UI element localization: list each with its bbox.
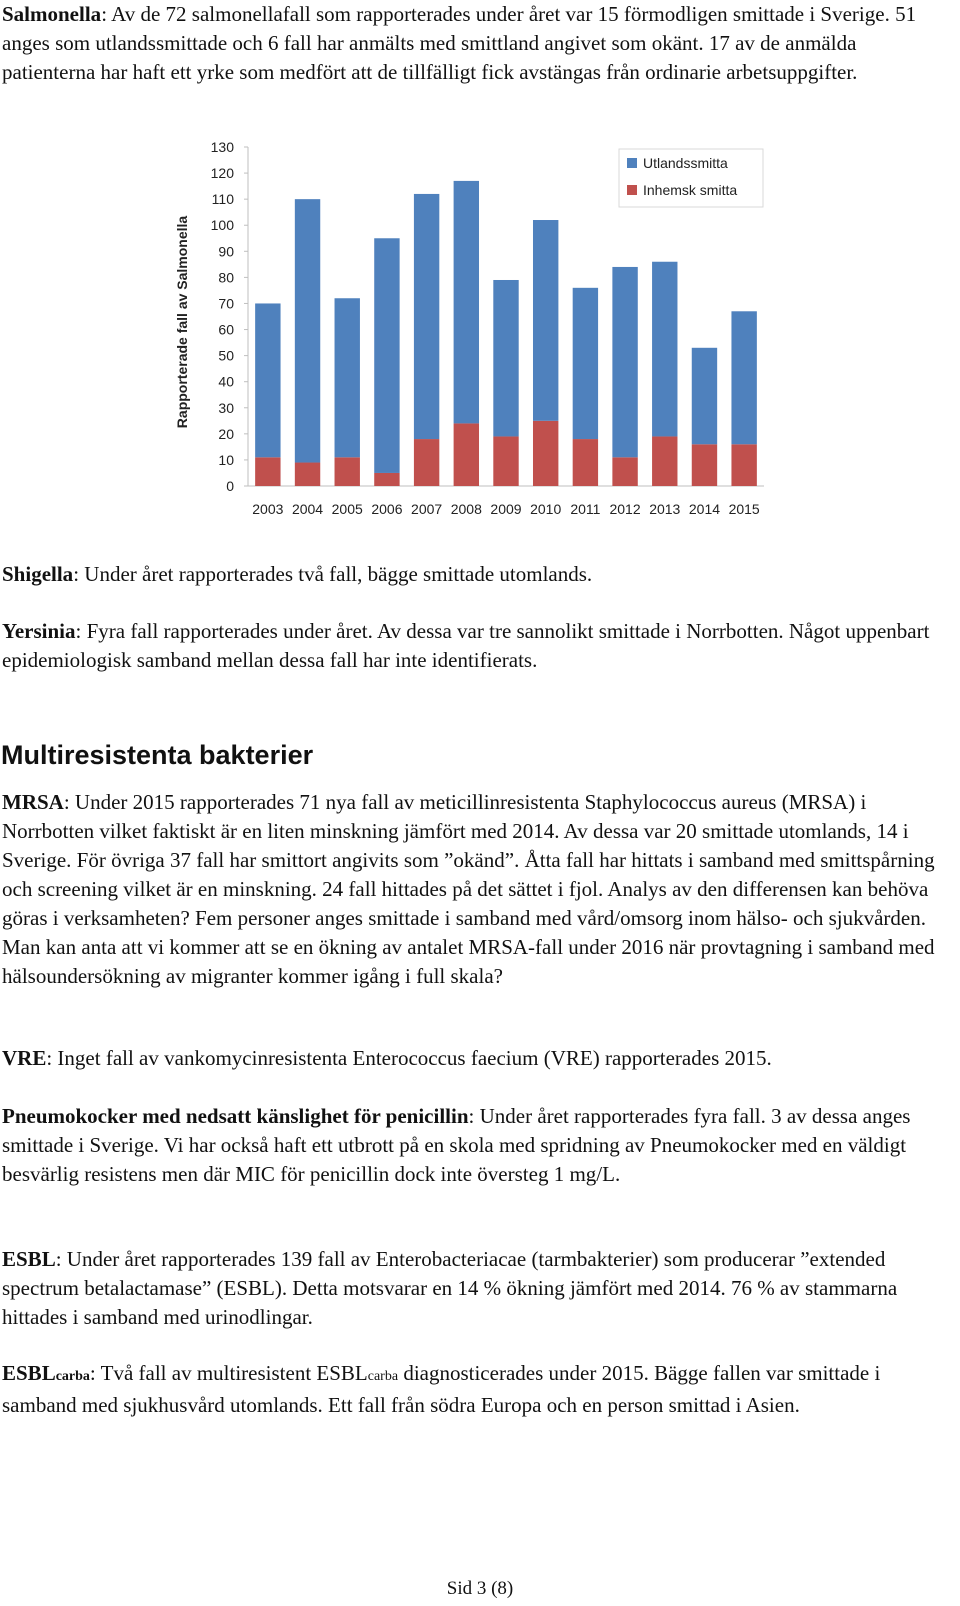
esbl-text: : Under året rapporterades 139 fall av Enterobacteriacae (tarmbakterier) som producerar ”extended spectrum betalactamase” (ESBL). Detta motsvarar en 14 % ökning jämfört med 2014. 76 % av stammarna hittades i samband med urinodlingar. — [2, 1247, 898, 1329]
mrsa-text: : Under 2015 rapporterades 71 nya fall av meticillinresistenta Staphylococcus aureus (MRSA) i Norrbotten vilket faktiskt är en liten minskning jämfört med 2014. Av dessa var 20 smittade utomlands, 14 i Sverige. För övriga 37 fall har smittort angivits som ”okänd”. Åtta fall har hittats i samband med smittspårning och screening vilket är en minskning. 24 fall hittades på det sättet i fjol. Analys av den differensen kan behöva göras i verksamheten? Fem personer anges smittade i samband med vård/omsorg inom hälso- och sjukvården. Man kan anta att vi kommer att se en ökning av antalet MRSA-fall under 2016 när provtagning i samband med hälsoundersökning av migranter kommer igång i full skala? — [2, 790, 935, 988]
esblcarba-term-sub: carba — [55, 1369, 90, 1384]
yersinia-paragraph — [2, 617, 952, 675]
esbl-paragraph — [2, 1245, 952, 1332]
x-tick-label: 2005 — [331, 501, 363, 517]
legend-swatch — [627, 158, 637, 168]
y-tick-label: 90 — [218, 243, 234, 260]
shigella-text: : Under året rapporterades två fall, bägge smittade utomlands. — [73, 562, 593, 586]
pneumokocker-term: Pneumokocker med nedsatt känslighet för penicillin — [2, 1104, 469, 1128]
bar-utlandssmitta-2013 — [652, 262, 677, 437]
x-tick-label: 2015 — [728, 501, 760, 517]
y-tick-label: 110 — [211, 191, 234, 208]
vre-paragraph — [2, 1044, 952, 1073]
pneumokocker-paragraph — [2, 1102, 952, 1189]
y-tick-label: 0 — [226, 478, 234, 494]
mrsa-term: MRSA — [2, 790, 64, 814]
esblcarba-text1: : Två fall av multiresistent ESBL — [89, 1361, 368, 1385]
bar-utlandssmitta-2009 — [493, 280, 518, 436]
legend-label: Utlandssmitta — [643, 155, 728, 171]
bar-inhemsk-smitta-2007 — [414, 439, 439, 486]
salmonella-paragraph — [2, 0, 952, 87]
esblcarba-text2: diagnosticerades under 2015. Bägge fallen var smittade i samband med sjukhusvård utomlands. Ett fall från södra Europa och en person smittad i Asien. — [2, 1361, 881, 1417]
y-tick-label: 100 — [210, 217, 234, 234]
bar-utlandssmitta-2011 — [573, 288, 598, 439]
bar-utlandssmitta-2006 — [374, 238, 399, 473]
esblcarba-paragraph — [2, 1359, 952, 1420]
bar-utlandssmitta-2003 — [255, 303, 280, 457]
esblcarba-term — [2, 1361, 90, 1385]
y-tick-label: 60 — [218, 321, 234, 338]
esblcarba-term-main: ESBL — [2, 1361, 56, 1385]
bar-utlandssmitta-2004 — [295, 199, 320, 462]
x-tick-label: 2007 — [411, 501, 443, 517]
x-tick-label: 2004 — [291, 501, 324, 517]
x-tick-label: 2011 — [570, 501, 601, 517]
bar-inhemsk-smitta-2006 — [374, 473, 399, 486]
salmonella-chart — [168, 137, 798, 537]
vre-term: VRE — [2, 1046, 47, 1070]
y-tick-label: 20 — [218, 425, 234, 442]
pneumokocker-text: : Under året rapporterades fyra fall. 3 av dessa anges smittade i Sverige. Vi har också haft ett utbrott på en skola med spridning av Pneumokocker med en väldigt besvärlig resistens men där MIC för penicillin dock inte översteg 1 mg/L. — [2, 1104, 911, 1186]
x-tick-label: 2012 — [609, 501, 641, 517]
x-tick-label: 2008 — [450, 501, 482, 517]
x-tick-label: 2003 — [252, 501, 284, 517]
section-heading: Multiresistenta bakterier — [1, 740, 314, 770]
y-tick-label: 50 — [218, 347, 234, 364]
x-tick-label: 2009 — [490, 501, 522, 517]
bar-utlandssmitta-2012 — [612, 267, 637, 457]
bar-inhemsk-smitta-2015 — [731, 444, 756, 486]
x-tick-label: 2014 — [688, 501, 721, 517]
bar-utlandssmitta-2008 — [454, 181, 479, 424]
y-tick-label: 80 — [218, 269, 234, 286]
bar-utlandssmitta-2005 — [335, 298, 360, 457]
y-tick-label: 70 — [218, 295, 234, 312]
bar-inhemsk-smitta-2010 — [533, 421, 558, 486]
shigella-term: Shigella — [2, 562, 74, 586]
legend-label: Inhemsk smitta — [643, 182, 738, 198]
bar-utlandssmitta-2007 — [414, 194, 439, 439]
bar-inhemsk-smitta-2005 — [335, 457, 360, 486]
bar-utlandssmitta-2014 — [692, 348, 717, 444]
bar-inhemsk-smitta-2009 — [493, 436, 518, 486]
x-tick-label: 2006 — [371, 501, 403, 517]
yersinia-term: Yersinia — [2, 619, 76, 643]
shigella-paragraph — [2, 560, 952, 589]
y-tick-label: 130 — [210, 139, 234, 155]
page-footer: Sid 3 (8) — [446, 1578, 514, 1599]
legend-swatch — [627, 185, 637, 195]
vre-text: : Inget fall av vankomycinresistenta Enterococcus faecium (VRE) rapporterades 2015. — [46, 1046, 772, 1070]
bar-inhemsk-smitta-2012 — [612, 457, 637, 486]
y-tick-label: 40 — [218, 373, 234, 390]
bar-inhemsk-smitta-2003 — [255, 457, 280, 486]
bar-inhemsk-smitta-2004 — [295, 463, 320, 486]
bar-inhemsk-smitta-2011 — [573, 439, 598, 486]
esblcarba-text1-sub: carba — [367, 1369, 399, 1384]
esbl-term: ESBL — [2, 1247, 56, 1271]
salmonella-term: Salmonella — [2, 2, 102, 26]
bar-inhemsk-smitta-2008 — [454, 423, 479, 486]
yersinia-text: : Fyra fall rapporterades under året. Av dessa var tre sannolikt smittade i Norrbotten. Något uppenbart epidemiologisk samband mellan dessa fall har inte identifierats. — [2, 619, 930, 672]
y-axis-title: Rapporterade fall av Salmonella — [174, 215, 190, 429]
y-tick-label: 30 — [218, 399, 234, 416]
x-tick-label: 2013 — [649, 501, 681, 517]
y-tick-label: 10 — [218, 451, 234, 468]
bar-inhemsk-smitta-2014 — [692, 444, 717, 486]
mrsa-paragraph — [2, 788, 952, 991]
bar-utlandssmitta-2010 — [533, 220, 558, 421]
bar-utlandssmitta-2015 — [731, 311, 756, 444]
y-tick-label: 120 — [210, 165, 234, 182]
x-tick-label: 2010 — [530, 501, 562, 517]
salmonella-text: : Av de 72 salmonellafall som rapporterades under året var 15 förmodligen smittade i Sverige. 51 anges som utlandssmittade och 6 fall har anmälts med smittland angivet som okänt. 17 av de anmälda patienterna har haft ett yrke som medfört att de tillfälligt fick avstängas från ordinarie arbetsuppgifter. — [2, 2, 917, 84]
bar-inhemsk-smitta-2013 — [652, 436, 677, 486]
